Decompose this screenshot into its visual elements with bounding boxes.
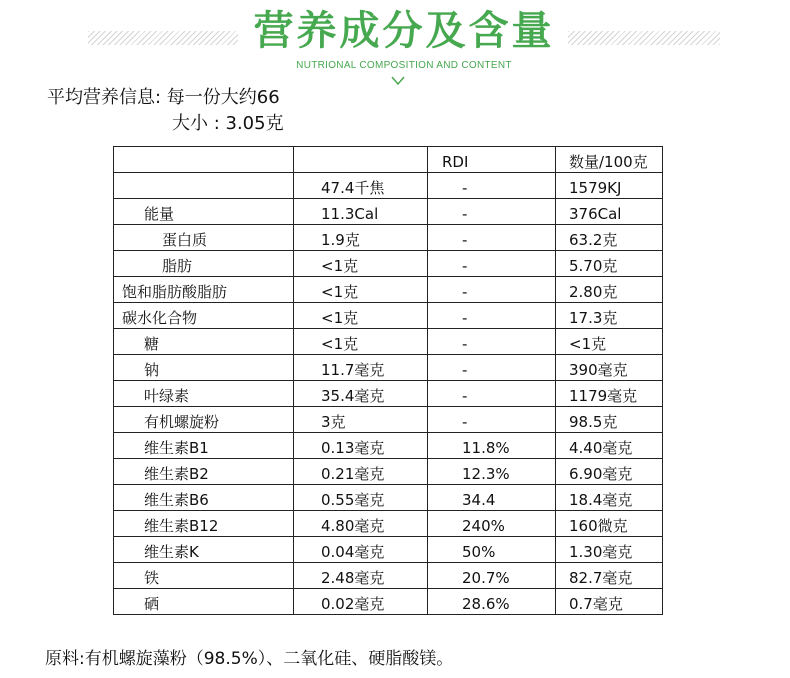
amount-per-serving: 4.80毫克	[294, 511, 428, 537]
nutrient-name: 碳水化合物	[114, 303, 294, 329]
ingredients-note: 原料:有机螺旋藻粉（98.5%）、二氧化硅、硬脂酸镁。	[45, 649, 454, 669]
table-row	[114, 225, 663, 251]
amount-per-100g: 4.40毫克	[556, 433, 663, 459]
rdi-value: -	[428, 225, 556, 251]
rdi-value: 12.3%	[428, 459, 556, 485]
amount-per-serving: 0.55毫克	[294, 485, 428, 511]
nutrient-name: 有机螺旋粉	[114, 407, 294, 433]
nutrient-name: 维生素B6	[114, 485, 294, 511]
table-row	[114, 173, 663, 199]
amount-per-serving: 11.3Cal	[294, 199, 428, 225]
nutrient-name: 蛋白质	[114, 225, 294, 251]
amount-per-100g: 18.4毫克	[556, 485, 663, 511]
amount-per-serving: 35.4毫克	[294, 381, 428, 407]
table-row	[114, 433, 663, 459]
amount-per-serving: 3克	[294, 407, 428, 433]
amount-per-serving: <1克	[294, 303, 428, 329]
amount-per-100g: 82.7毫克	[556, 563, 663, 589]
amount-per-100g: 1579KJ	[556, 173, 663, 199]
rdi-value: 240%	[428, 511, 556, 537]
amount-per-serving: 0.02毫克	[294, 589, 428, 615]
amount-per-serving: 1.9克	[294, 225, 428, 251]
table-row	[114, 485, 663, 511]
amount-per-serving: <1克	[294, 329, 428, 355]
amount-per-100g: 63.2克	[556, 225, 663, 251]
rdi-value: -	[428, 407, 556, 433]
nutrient-name: 叶绿素	[114, 381, 294, 407]
nutrient-name: 维生素B2	[114, 459, 294, 485]
amount-per-100g: 1.30毫克	[556, 537, 663, 563]
amount-per-serving: 2.48毫克	[294, 563, 428, 589]
nutrient-name: 能量	[114, 199, 294, 225]
amount-per-100g: 160微克	[556, 511, 663, 537]
table-header-row	[114, 147, 663, 173]
table-row	[114, 381, 663, 407]
rdi-value: -	[428, 199, 556, 225]
rdi-value: -	[428, 355, 556, 381]
rdi-value: -	[428, 329, 556, 355]
rdi-value: 11.8%	[428, 433, 556, 459]
rdi-value: 34.4	[428, 485, 556, 511]
amount-per-100g: <1克	[556, 329, 663, 355]
column-header-amount	[294, 147, 428, 173]
chevron-down-icon	[391, 74, 405, 88]
nutrient-name: 维生素K	[114, 537, 294, 563]
serving-size: 大小 : 3.05克	[172, 113, 284, 134]
rdi-value: 28.6%	[428, 589, 556, 615]
table-row	[114, 199, 663, 225]
nutrient-name: 硒	[114, 589, 294, 615]
nutrient-name: 糖	[114, 329, 294, 355]
table-row	[114, 459, 663, 485]
title-decoration-left	[88, 31, 238, 45]
nutrient-name: 脂肪	[114, 251, 294, 277]
amount-per-100g: 1179毫克	[556, 381, 663, 407]
table-row	[114, 511, 663, 537]
amount-per-100g: 17.3克	[556, 303, 663, 329]
table-row	[114, 589, 663, 615]
amount-per-serving: 11.7毫克	[294, 355, 428, 381]
table-row	[114, 303, 663, 329]
amount-per-100g: 390毫克	[556, 355, 663, 381]
table-row	[114, 251, 663, 277]
column-header-name	[114, 147, 294, 173]
nutrition-table	[113, 146, 663, 615]
column-header-per100: 数量/100克	[556, 147, 663, 173]
rdi-value: 50%	[428, 537, 556, 563]
amount-per-serving: <1克	[294, 277, 428, 303]
amount-per-serving: 0.21毫克	[294, 459, 428, 485]
nutrient-name: 铁	[114, 563, 294, 589]
table-row	[114, 329, 663, 355]
amount-per-serving: 47.4千焦	[294, 173, 428, 199]
table-row	[114, 277, 663, 303]
amount-per-100g: 0.7毫克	[556, 589, 663, 615]
amount-per-100g: 6.90毫克	[556, 459, 663, 485]
rdi-value: -	[428, 277, 556, 303]
page-subtitle: NUTRIONAL COMPOSITION AND CONTENT	[296, 60, 512, 71]
nutrient-name	[114, 173, 294, 199]
column-header-rdi: RDI	[428, 147, 556, 173]
amount-per-100g: 2.80克	[556, 277, 663, 303]
nutrient-name: 钠	[114, 355, 294, 381]
amount-per-serving: 0.04毫克	[294, 537, 428, 563]
rdi-value: -	[428, 173, 556, 199]
rdi-value: -	[428, 251, 556, 277]
amount-per-serving: <1克	[294, 251, 428, 277]
amount-per-100g: 376Cal	[556, 199, 663, 225]
table-row	[114, 537, 663, 563]
table-row	[114, 563, 663, 589]
table-row	[114, 355, 663, 381]
amount-per-serving: 0.13毫克	[294, 433, 428, 459]
table-row	[114, 407, 663, 433]
rdi-value: -	[428, 303, 556, 329]
nutrient-name: 维生素B1	[114, 433, 294, 459]
page-title: 营养成分及含量	[253, 7, 555, 54]
amount-per-100g: 5.70克	[556, 251, 663, 277]
rdi-value: 20.7%	[428, 563, 556, 589]
serving-info: 平均营养信息: 每一份大约66	[47, 87, 280, 108]
nutrient-name: 饱和脂肪酸脂肪	[114, 277, 294, 303]
nutrient-name: 维生素B12	[114, 511, 294, 537]
title-decoration-right	[568, 31, 720, 45]
amount-per-100g: 98.5克	[556, 407, 663, 433]
rdi-value: -	[428, 381, 556, 407]
